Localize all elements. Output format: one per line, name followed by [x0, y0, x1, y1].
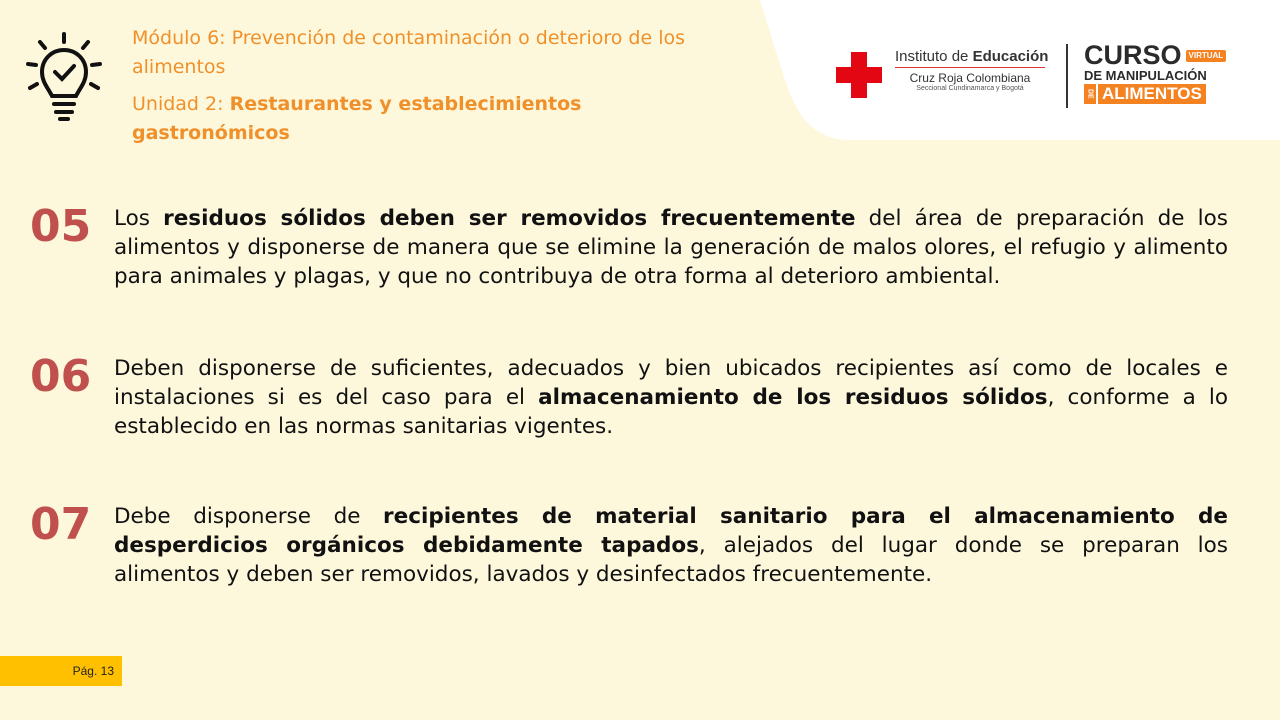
item-text-part: Los [114, 206, 164, 231]
course-virtual-badge: VIRTUAL [1186, 50, 1227, 62]
institute-divider [895, 67, 1045, 68]
unit-title [132, 90, 732, 148]
course-logo [1084, 42, 1234, 104]
item-text-bold: almacenamiento de los residuos sólidos [538, 385, 1048, 410]
institute-org: Cruz Roja Colombiana [909, 71, 1031, 85]
lightbulb-check-icon [22, 30, 106, 122]
course-alimentos: ALIMENTOS [1098, 84, 1206, 104]
item-number: 07 [30, 499, 92, 550]
unit-name: Restaurantes y establecimientos gastronómicos [132, 93, 582, 144]
header [132, 24, 732, 148]
item-text-part: Debe disponerse de [114, 504, 384, 529]
page-number-tag [0, 656, 122, 686]
course-logo-top [1084, 42, 1234, 69]
red-cross-icon [836, 52, 882, 98]
course-logo-bottom [1084, 84, 1234, 104]
course-line2: DE MANIPULACIÓN [1084, 68, 1207, 83]
item-text [114, 502, 1228, 589]
item-text-part: , alejados del lugar donde se preparan los alimentos y deben ser removidos, lavados y desinfectados frecuentemente. [114, 533, 1228, 587]
item-text [114, 204, 1228, 291]
module-title: Módulo 6: Prevención de contaminación o deterioro de los alimentos [132, 27, 686, 78]
institute-section: Seccional Cundinamarca y Bogotá [916, 85, 1024, 92]
item-number: 06 [30, 351, 92, 402]
institute-logo [895, 48, 1050, 92]
page-number: Pág. 13 [72, 664, 114, 678]
item-text-bold: residuos sólidos deben ser removidos frecuentemente [163, 206, 856, 231]
institute-name [895, 48, 1050, 65]
item-text-part: Deben disponerse de suficientes, adecuados y bien ubicados recipientes así como de locales e instalaciones si es del caso para el [114, 356, 1228, 410]
course-curso: CURSO [1084, 40, 1182, 70]
logo-separator [1066, 44, 1068, 108]
unit-prefix: Unidad 2: [132, 93, 230, 115]
item-text-part: del área de preparación de los alimentos y disponerse de manera que se elimine la generación de malos olores, el refugio y alimento para animales y plagas, y que no contribuya de otra forma al deterioro ambiental. [114, 206, 1228, 289]
item-number: 05 [30, 201, 92, 252]
item-text [114, 354, 1228, 441]
item-text-bold: recipientes de material sanitario para el almacenamiento de desperdicios orgánicos debidamente tapados [114, 504, 1228, 558]
item-text-part: , conforme a lo establecido en las normas sanitarias vigentes. [114, 385, 1228, 439]
course-de: DE [1084, 84, 1096, 104]
institute-name-bold: Educación [972, 48, 1049, 65]
institute-name-pre: Instituto de [895, 48, 973, 65]
